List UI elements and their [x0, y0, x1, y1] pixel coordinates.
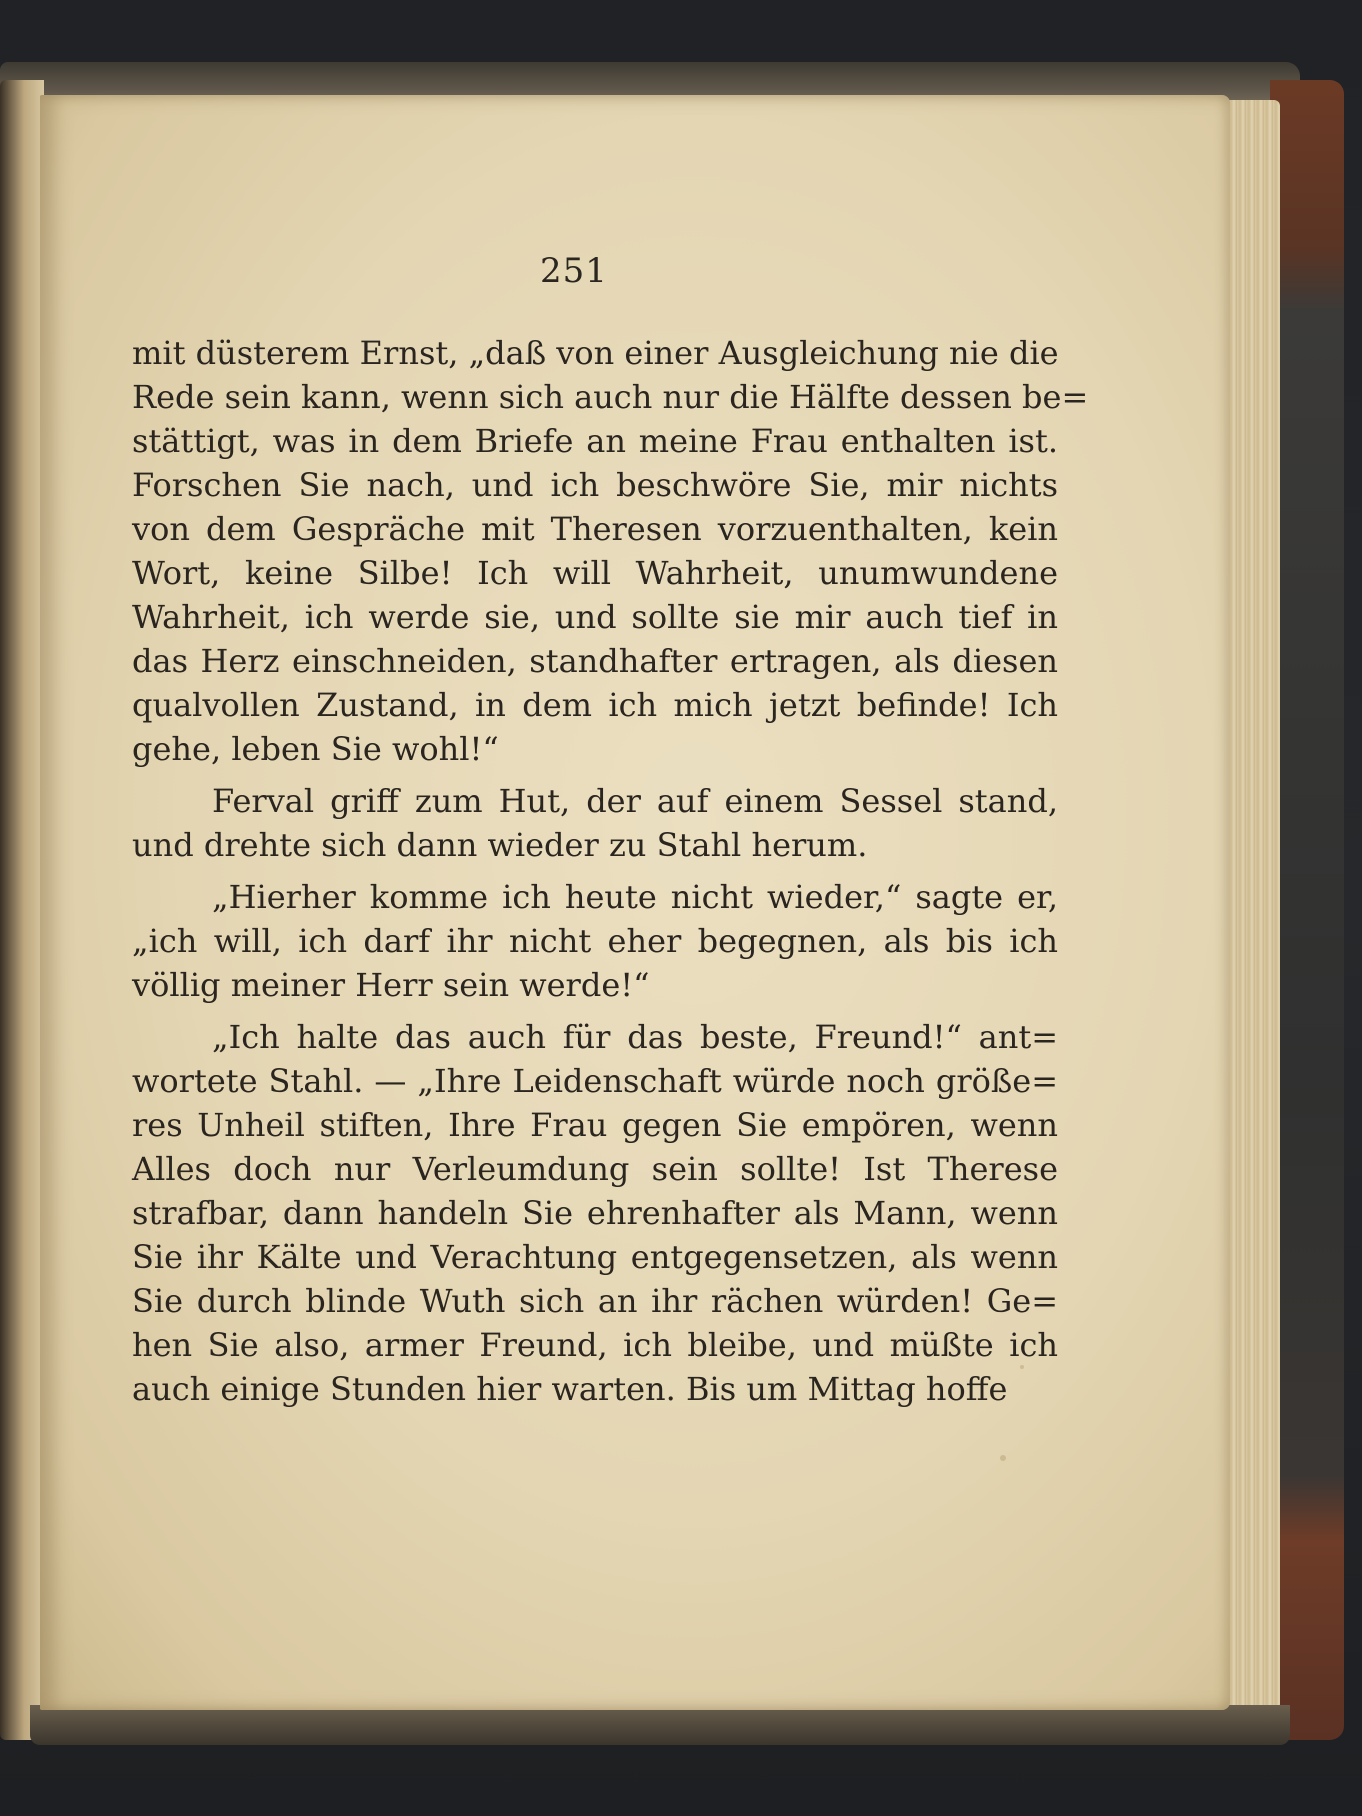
book-cover-bottom [30, 1705, 1290, 1745]
text-line: „Ich halte das auch für das beste, Freund!“ ant= [212, 1018, 1058, 1056]
text-line: res Unheil stiften, Ihre Frau gegen Sie empören, wenn [132, 1106, 1058, 1144]
text-line: stättigt, was in dem Briefe an meine Frau enthalten ist. [132, 422, 1058, 460]
text-line: Rede sein kann, wenn sich auch nur die Hälfte dessen be= [132, 378, 1089, 416]
paragraph-gap [132, 1007, 1058, 1015]
text-line: mit düsterem Ernst, „daß von einer Ausgleichung nie die [132, 334, 1059, 372]
text-line: von dem Gespräche mit Theresen vorzuenthalten, kein [132, 510, 1058, 548]
paragraph-gap [132, 771, 1058, 779]
text-line: Ferval griff zum Hut, der auf einem Sessel stand, [212, 782, 1058, 820]
text-line: gehe, leben Sie wohl!“ [132, 730, 499, 768]
text-line: Alles doch nur Verleumdung sein sollte! Ist Therese [132, 1150, 1058, 1188]
book-page [40, 95, 1230, 1710]
text-line: Wahrheit, ich werde sie, und sollte sie mir auch tief in [132, 598, 1058, 636]
text-line: „ich will, ich darf ihr nicht eher begegnen, als bis ich [132, 922, 1058, 960]
text-line: völlig meiner Herr sein werde!“ [132, 966, 650, 1004]
page-number: 251 [540, 251, 608, 291]
text-line: Wort, keine Silbe! Ich will Wahrheit, unumwundene [132, 554, 1058, 592]
book-cover-right [1270, 80, 1344, 1740]
body-text [132, 331, 1089, 1411]
text-line: Sie ihr Kälte und Verachtung entgegensetzen, als wenn [132, 1238, 1058, 1276]
paragraph-gap [132, 867, 1058, 875]
text-line: das Herz einschneiden, standhafter ertragen, als diesen [132, 642, 1058, 680]
text-line: auch einige Stunden hier warten. Bis um Mittag hoffe [132, 1370, 1008, 1408]
text-line: „Hierher komme ich heute nicht wieder,“ sagte er, [212, 878, 1058, 916]
text-line: und drehte sich dann wieder zu Stahl herum. [132, 826, 868, 864]
book-gutter-left [0, 80, 44, 1740]
text-line: Sie durch blinde Wuth sich an ihr rächen würden! Ge= [132, 1282, 1058, 1320]
paper-spot [1000, 1455, 1006, 1461]
text-line: strafbar, dann handeln Sie ehrenhafter als Mann, wenn [132, 1194, 1058, 1232]
text-line: qualvollen Zustand, in dem ich mich jetzt befinde! Ich [132, 686, 1058, 724]
text-line: wortete Stahl. — „Ihre Leidenschaft würde noch größe= [132, 1062, 1058, 1100]
text-line: Forschen Sie nach, und ich beschwöre Sie, mir nichts [132, 466, 1058, 504]
text-line: hen Sie also, armer Freund, ich bleibe, und müßte ich [132, 1326, 1058, 1364]
